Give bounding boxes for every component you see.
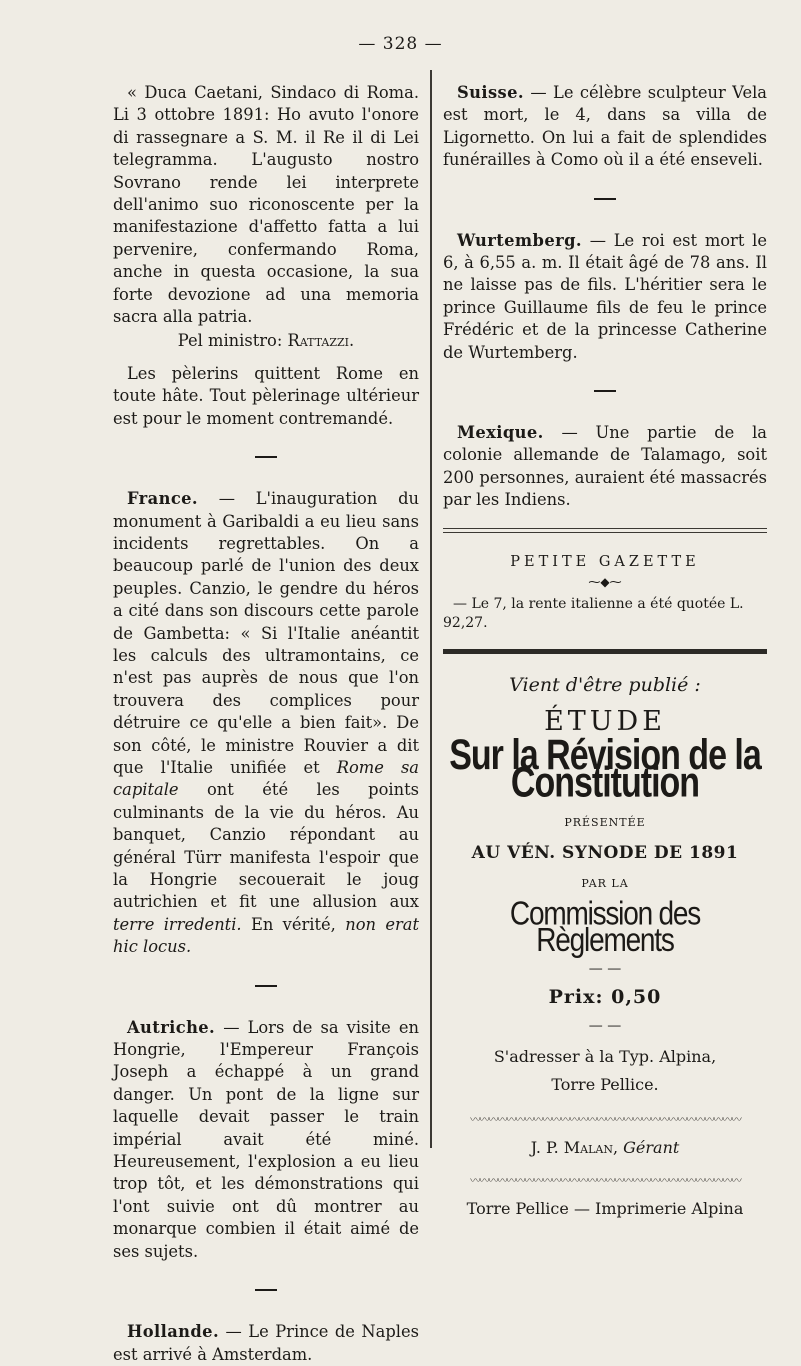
france-italic-3: non erat hic locus. xyxy=(113,914,419,957)
pelerins-text: Les pèlerins quittent Rome en toute hâte. Tout pèlerinage ultérieur est pour le moment contremandé. xyxy=(113,363,419,428)
wurtemberg-text: — Le roi est mort le 6, à 6,55 a. m. Il était âgé de 78 ans. Il ne laisse pas de fils. L'héritier sera le prince Guillaume fils de feu le prince Frédéric et de la princesse Catherine de Wurtemberg. xyxy=(443,230,767,362)
double-rule xyxy=(443,528,767,533)
ad-etude: ÉTUDE xyxy=(544,705,666,737)
ad-intro: Vient d'être publié : xyxy=(509,674,701,697)
ornament-icon: ⁓◆⁓ xyxy=(588,575,622,590)
dash-ornament-icon: — — xyxy=(588,960,622,977)
signature-prefix: Pel ministro: xyxy=(177,331,283,351)
gazette-note: — Le 7, la rente italienne a été quotée L. 92,27. xyxy=(443,596,744,632)
advertisement xyxy=(443,674,767,1099)
printer-line: Torre Pellice — Imprimerie Alpina xyxy=(466,1199,744,1219)
wave-rule-icon: 〰〰〰〰〰〰〰〰〰〰〰〰〰〰〰〰〰〰〰〰〰〰〰〰〰〰〰〰〰〰 xyxy=(470,1112,740,1126)
column-divider xyxy=(430,70,432,1148)
section-separator xyxy=(594,390,616,392)
thick-rule xyxy=(443,649,767,654)
ad-address-1: S'adresser à la Typ. Alpina, xyxy=(493,1046,717,1066)
gazette-title: PETITE GAZETTE xyxy=(510,553,700,570)
left-column xyxy=(113,82,419,1366)
signature-name: Rattazzi. xyxy=(287,331,355,351)
ad-commission: Commission des Règlements xyxy=(509,894,701,959)
mexique-heading: Mexique. xyxy=(457,423,544,443)
article-france xyxy=(113,488,419,959)
article-autriche xyxy=(113,1017,419,1263)
autriche-heading: Autriche. xyxy=(127,1017,216,1037)
ad-synode: AU VÉN. SYNODE DE 1891 xyxy=(471,843,739,864)
suisse-text: — Le célèbre sculpteur Vela est mort, le 4, dans sa villa de Ligornetto. On lui a fait de splendides funérailles à Como où il a été enseveli. xyxy=(443,83,767,170)
ad-par: PAR LA xyxy=(581,876,629,890)
france-text-2: ont été les points culminants de la vie du héros. Au banquet, Canzio répondant au général Türr manifesta l'espoir que la Hongrie secouerait le joug autrichien et fit une allusion aux xyxy=(113,780,419,912)
wave-rule-icon: 〰〰〰〰〰〰〰〰〰〰〰〰〰〰〰〰〰〰〰〰〰〰〰〰〰〰〰〰〰〰 xyxy=(470,1173,740,1187)
ad-address-2: Torre Pellice. xyxy=(551,1074,659,1094)
france-text-3: En vérité, xyxy=(241,914,346,934)
gerant-name: J. P. Malan, xyxy=(530,1138,619,1158)
article-suisse xyxy=(443,82,767,172)
section-separator xyxy=(255,456,277,458)
ad-title: Sur la Révision de la Constitution xyxy=(449,731,761,807)
article-mexique xyxy=(443,422,767,512)
france-italic-1: Rome sa capitale xyxy=(113,757,420,800)
gerant-line xyxy=(443,1137,767,1159)
telegram-text: « Duca Caetani, Sindaco di Roma. Li 3 ottobre 1891: Ho avuto l'onore di rassegnare a S. M. il Re il di Lei telegramma. L'augusto nostro Sovrano rende lei interprete dell'animo suo riconoscente per la manifestazione d'affetto fatta a lui pervenire, confermando Roma, anche in questa occasione, la sua forte devozione ad una memoria sacra alla patria. xyxy=(113,83,419,327)
article-wurtemberg xyxy=(443,230,767,364)
section-separator xyxy=(594,198,616,200)
section-separator xyxy=(255,985,277,987)
ad-presentee: PRÉSENTÉE xyxy=(564,815,646,829)
suisse-heading: Suisse. xyxy=(457,83,524,102)
article-hollande xyxy=(113,1321,419,1366)
right-column xyxy=(443,82,767,1221)
hollande-heading: Hollande. xyxy=(127,1322,220,1342)
france-heading: France. xyxy=(127,489,198,509)
autriche-text: — Lors de sa visite en Hongrie, l'Empereur François Joseph a échappé à un grand danger. Un pont de la ligne sur laquelle devait passer le train impérial avait été miné. Heureusement, l'explosion a eu lieu trop tôt, et les démonstrations qui l'ont suivie ont dû montrer au monarque combien il était aimé de ses sujets. xyxy=(113,1017,419,1261)
telegram-signature xyxy=(113,330,419,352)
section-separator xyxy=(255,1289,277,1291)
page-number: — 328 — xyxy=(358,34,443,54)
france-text-1: — L'inauguration du monument à Garibaldi a eu lieu sans incidents regrettables. On a beaucoup parlé de l'union des deux peuples. Canzio, le gendre du héros a cité dans son discours cette parole de Gambetta: « Si l'Italie anéantit les calculs des ultramontains, ce n'est pas auprès de nous que l'on trouvera des complices pour détruire ce qu'elle a bien fait». De son côté, le ministre Rouvier a dit que l'Italie unifiée et xyxy=(113,489,419,777)
ad-prix: Prix: 0,50 xyxy=(548,986,662,1009)
dash-ornament-icon: — — xyxy=(588,1017,622,1034)
wurtemberg-heading: Wurtemberg. xyxy=(457,230,582,250)
gerant-title: Gérant xyxy=(623,1138,680,1158)
hollande-text: — Le Prince de Naples est arrivé à Amsterdam. xyxy=(113,1322,419,1364)
france-italic-2: terre irredenti. xyxy=(113,914,242,934)
mexique-text: — Une partie de la colonie allemande de Talamago, soit 200 personnes, auraient été massacrés par les Indiens. xyxy=(443,423,767,510)
